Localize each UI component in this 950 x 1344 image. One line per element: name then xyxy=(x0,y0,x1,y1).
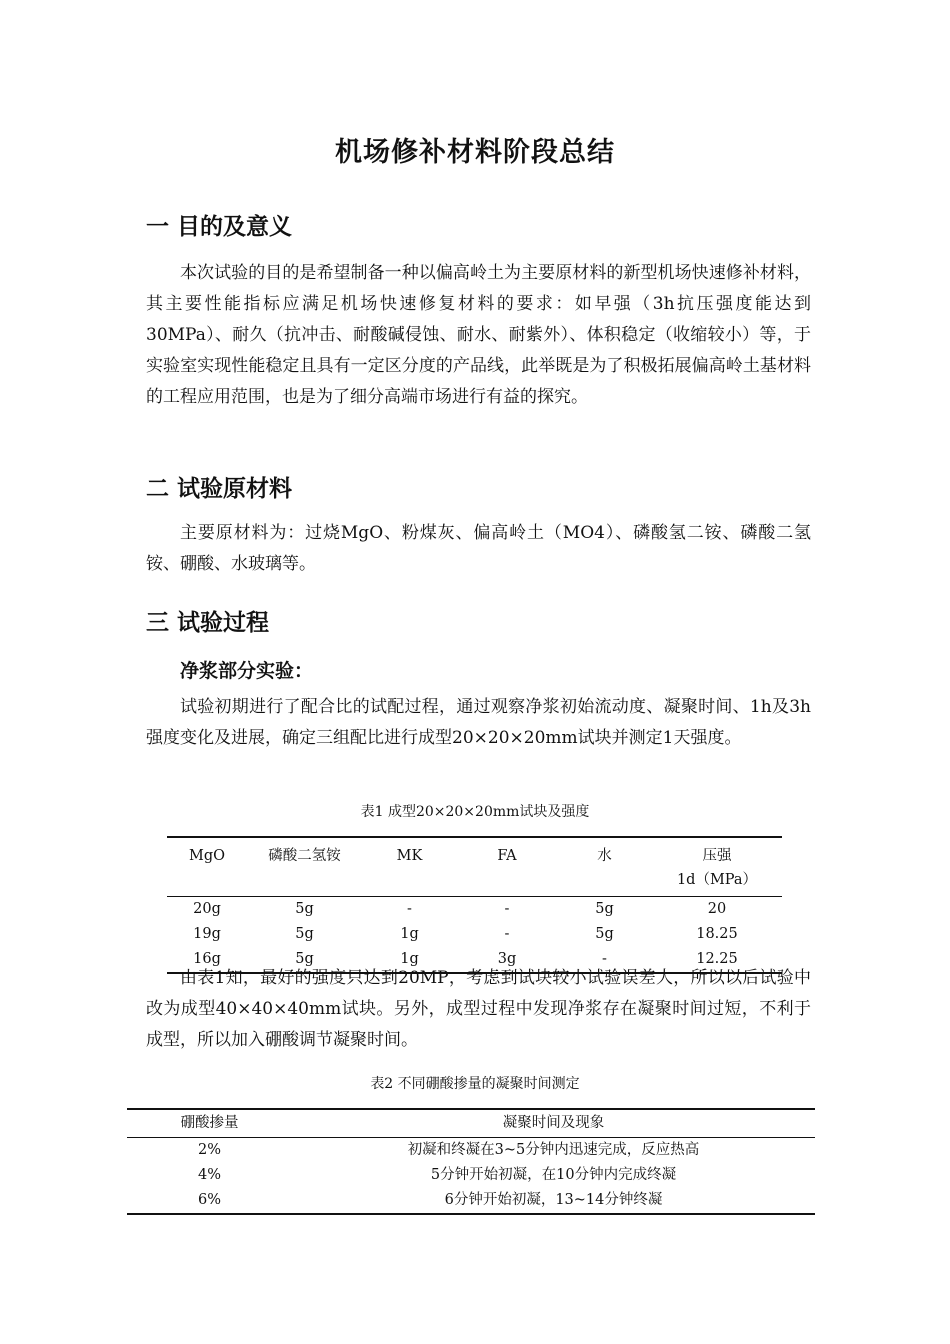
col-header-mk: MK xyxy=(396,848,423,864)
materials-paragraph: 主要原材料为：过烧MgO、粉煤灰、偏高岭土（MO4）、磷酸氢二铵、磷酸二氢铵、硼酸、水玻璃等。 xyxy=(146,523,811,574)
section-heading-materials: 二 试验原材料 xyxy=(146,476,293,502)
table-cell: - xyxy=(504,926,510,942)
setting-time-table xyxy=(127,1108,815,1215)
section-heading-process: 三 试验过程 xyxy=(146,610,270,636)
col-header-setting-time: 凝聚时间及现象 xyxy=(502,1115,605,1131)
table-cell: 5分钟开始初凝，在10分钟内完成终凝 xyxy=(430,1167,677,1183)
process-paragraph-1: 试验初期进行了配合比的试配过程，通过观察净浆初始流动度、凝聚时间、1h及3h强度变化及进展，确定三组配比进行成型20×20×20mm试块并测定1天强度。 xyxy=(146,697,811,748)
strength-header-line2: 1d（MPa） xyxy=(676,872,758,888)
table-header-row xyxy=(127,1109,815,1138)
table-cell: 19g xyxy=(193,926,221,942)
col-header-fa: FA xyxy=(497,848,517,864)
table-cell: 5g xyxy=(295,951,314,967)
table-row xyxy=(127,1138,815,1164)
strength-table xyxy=(167,836,782,974)
col-header-mgo: MgO xyxy=(188,848,226,864)
table1-caption: 表1 成型20×20×20mm试块及强度 xyxy=(360,804,590,820)
col-header-strength xyxy=(652,837,782,897)
table-cell: 20 xyxy=(707,901,727,917)
table-cell: 4% xyxy=(197,1167,221,1183)
table-cell: 20g xyxy=(193,901,221,917)
table2-caption: 表2 不同硼酸掺量的凝聚时间测定 xyxy=(370,1076,580,1092)
table-cell: 6分钟开始初凝，13~14分钟终凝 xyxy=(444,1192,663,1208)
table-row xyxy=(127,1163,815,1188)
table-cell: - xyxy=(504,901,510,917)
table-cell: 2% xyxy=(197,1142,221,1158)
table-cell: 5g xyxy=(595,926,614,942)
purpose-paragraph: 本次试验的目的是希望制备一种以偏高岭土为主要原材料的新型机场快速修补材料，其主要性能指标应满足机场快速修复材料的要求：如早强（3h抗压强度能达到30MPa）、耐久（抗冲击、耐酸碱侵蚀、耐水、耐紫外）、体积稳定（收缩较小）等，于实验室实现性能稳定且具有一定区分度的产品线，此举既是为了积极拓展偏高岭土基材料的工程应用范围，也是为了细分高端市场进行有益的探究。 xyxy=(146,263,811,407)
table-row xyxy=(167,897,782,923)
table-row xyxy=(167,922,782,947)
table-cell: 1g xyxy=(400,926,419,942)
page-title: 机场修补材料阶段总结 xyxy=(335,137,615,168)
strength-header-line1: 压强 xyxy=(702,848,732,864)
col-header-water: 水 xyxy=(597,848,612,864)
table-cell: 3g xyxy=(497,951,517,967)
table-cell: 12.25 xyxy=(696,951,738,967)
subsection-heading-paste: 净浆部分实验： xyxy=(180,660,314,682)
table-cell: 5g xyxy=(595,901,614,917)
table-cell: 18.25 xyxy=(696,926,738,942)
table-cell: 1g xyxy=(400,951,419,967)
section-heading-purpose: 一 目的及意义 xyxy=(146,214,293,240)
table-row xyxy=(127,1188,815,1214)
table-header-row xyxy=(167,837,782,897)
table-cell: - xyxy=(407,901,412,917)
table-cell: - xyxy=(602,951,607,967)
col-header-ammonium-phosphate: 磷酸二氢铵 xyxy=(268,848,341,864)
table-cell: 16g xyxy=(193,951,221,967)
process-paragraph-2: 由表1知，最好的强度只达到20MP，考虑到试块较小试验误差大，所以以后试验中改为成型40×40×40mm试块。另外，成型过程中发现净浆存在凝聚时间过短，不利于成型，所以加入硼酸调节凝聚时间。 xyxy=(146,968,811,1050)
table-cell: 6% xyxy=(197,1192,221,1208)
table-cell: 5g xyxy=(295,901,314,917)
table-cell: 初凝和终凝在3~5分钟内迅速完成，反应热高 xyxy=(407,1142,700,1158)
table-cell: 5g xyxy=(295,926,314,942)
col-header-boric-acid: 硼酸掺量 xyxy=(180,1115,239,1131)
